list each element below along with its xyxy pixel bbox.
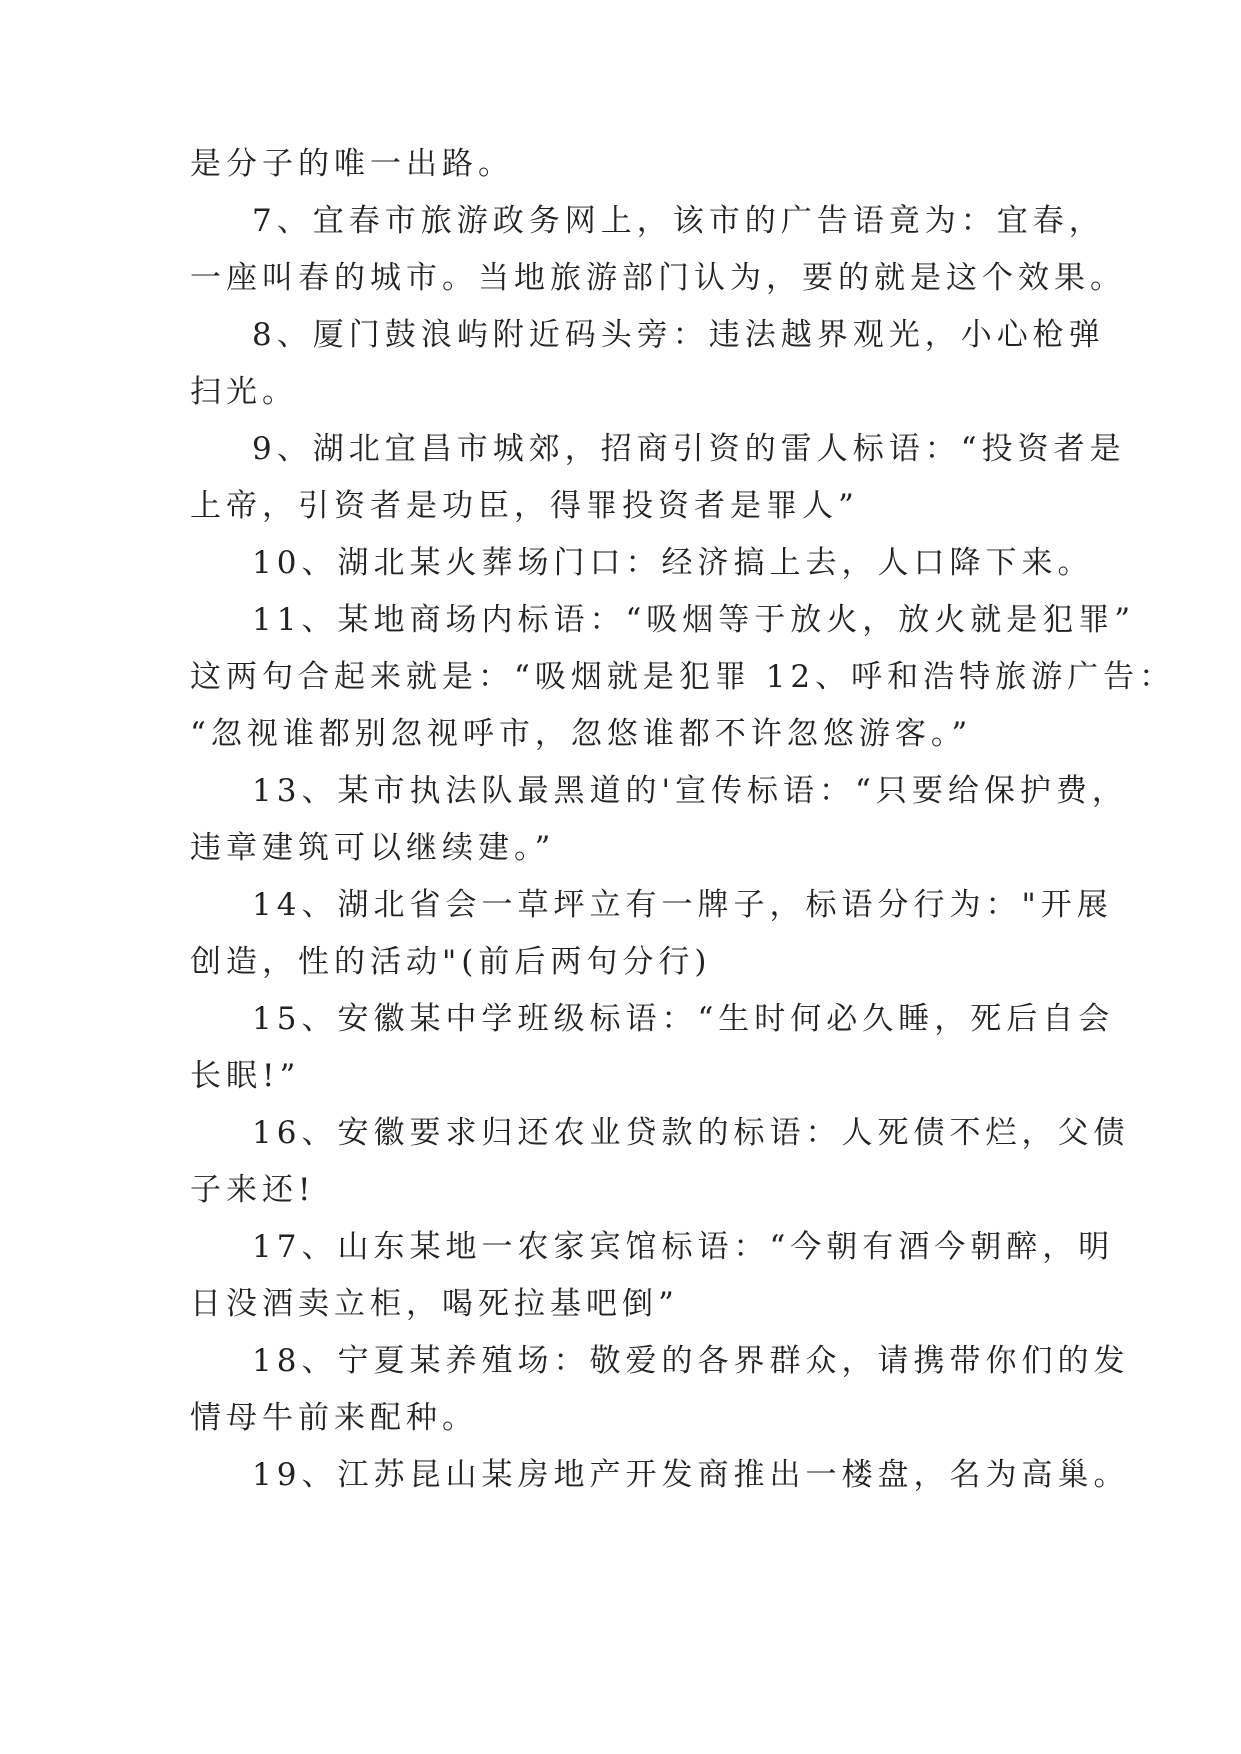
item-16-line: 16、安徽要求归还农业贷款的标语：人死债不烂，父债 [252,1115,1130,1151]
text-line: 上帝，引资者是功臣，得罪投资者是罪人” [190,488,859,524]
item-15-line: 15、安徽某中学班级标语：“生时何必久睡，死后自会 [252,1001,1115,1037]
item-7-line: 7、宜春市旅游政务网上，该市的广告语竟为：宜春， [252,203,1105,239]
text-line: “忽视谁都别忽视呼市，忽悠谁都不许忽悠游客。” [190,716,973,752]
item-17-line: 17、山东某地一农家宾馆标语：“今朝有酒今朝醉，明 [252,1229,1115,1265]
item-19-line: 19、江苏昆山某房地产开发商推出一楼盘，名为高巢。 [252,1457,1130,1493]
item-9-line: 9、湖北宜昌市城郊，招商引资的雷人标语：“投资者是 [252,431,1126,467]
item-18-line: 18、宁夏某养殖场：敬爱的各界群众，请携带你们的发 [252,1343,1130,1379]
text-line: 一座叫春的城市。当地旅游部门认为，要的就是这个效果。 [190,260,1126,296]
item-14-line: 14、湖北省会一草坪立有一牌子，标语分行为："开展 [252,887,1113,923]
item-10-line: 10、湖北某火葬场门口：经济搞上去，人口降下来。 [252,545,1094,581]
text-line: 子来还! [190,1172,316,1208]
text-line: 扫光。 [190,374,298,410]
item-11-line: 11、某地商场内标语：“吸烟等于放火，放火就是犯罪” [252,602,1136,638]
text-line: 是分子的唯一出路。 [190,146,514,182]
text-line: 违章建筑可以继续建。” [190,830,556,866]
text-line: 情母牛前来配种。 [190,1400,478,1436]
text-line: 创造，性的活动"(前后两句分行) [190,944,712,980]
text-line: 这两句合起来就是：“吸烟就是犯罪 12、呼和浩特旅游广告： [190,659,1176,695]
item-8-line: 8、厦门鼓浪屿附近码头旁：违法越界观光，小心枪弹 [252,317,1105,353]
item-13-line: 13、某市执法队最黑道的'宣传标语：“只要给保护费， [252,773,1128,809]
text-line: 长眠!” [190,1058,301,1094]
text-line: 日没酒卖立柜，喝死拉基吧倒” [190,1286,679,1322]
